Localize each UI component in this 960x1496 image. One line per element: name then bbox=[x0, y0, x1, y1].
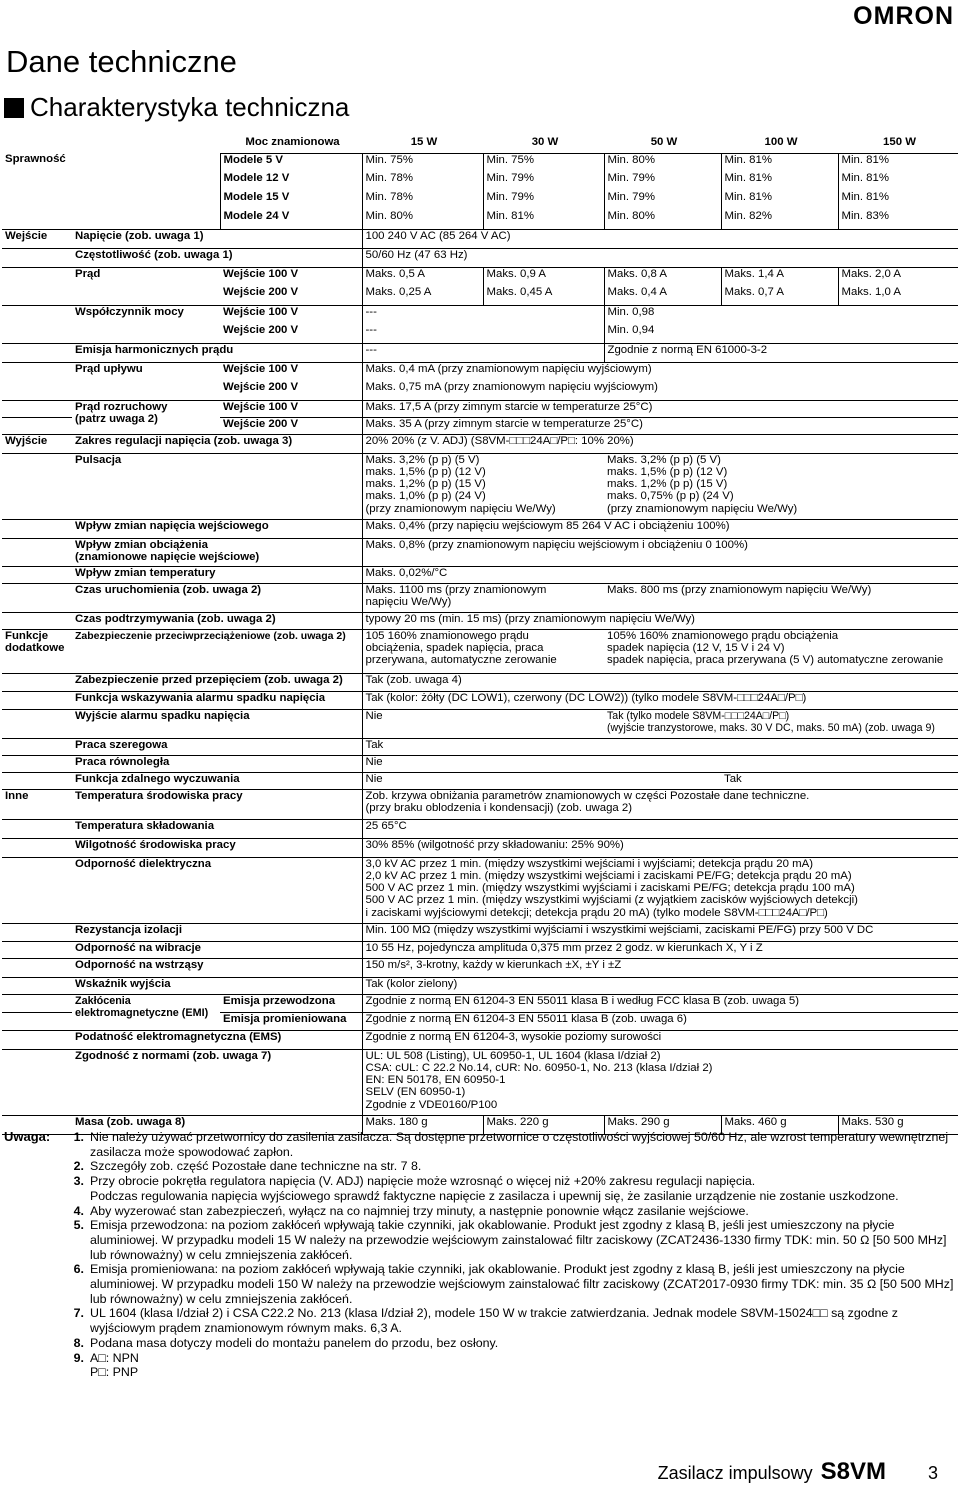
table-cell: Maks. 0,7 A bbox=[721, 286, 838, 305]
note-text: A□: NPN P□: PNP bbox=[90, 1350, 139, 1380]
row-label: Odporność na wibracje bbox=[72, 941, 362, 958]
row-label: Prąd bbox=[72, 267, 220, 286]
table-cell: Min. 82% bbox=[721, 210, 838, 229]
section-title: Charakterystyka techniczna bbox=[30, 92, 350, 122]
notes-section bbox=[4, 1130, 958, 1380]
row-label: Wpływ zmian napięcia wejściowego bbox=[72, 519, 362, 538]
row-label: Prąd upływu bbox=[72, 362, 220, 381]
footer-product: Zasilacz impulsowy bbox=[657, 1463, 813, 1483]
table-cell: Maks. 0,9 A bbox=[483, 267, 604, 286]
note-text: UL 1604 (klasa I/dział 2) i CSA C22.2 No. 213 (klasa I/dział 2), modele 150 W w trakcie zatwierdzania. Jednak modele S8VM-15024□□ są zgodne z wyjściowym prądem znamionowym równym maks. 6,3 A. bbox=[90, 1306, 898, 1336]
table-cell: Min. 81% bbox=[483, 210, 604, 229]
group-input: Wejście bbox=[2, 229, 72, 248]
row-label: Temperatura środowiska pracy bbox=[72, 789, 362, 819]
table-cell: Min. 0,94 bbox=[604, 324, 958, 343]
row-sublabel: Wejście 200 V bbox=[223, 286, 299, 298]
table-cell: 10 55 Hz, pojedyncza amplituda 0,375 mm przez 2 godz. w kierunkach X, Y i Z bbox=[362, 941, 958, 958]
header-150w: 150 W bbox=[838, 136, 958, 153]
note-number: 6. bbox=[73, 1262, 84, 1277]
note-item bbox=[4, 1159, 958, 1174]
row-sublabel: Wejście 100 V bbox=[220, 267, 362, 286]
row-label: Czas podtrzymywania (zob. uwaga 2) bbox=[72, 612, 362, 629]
note-text: Nie należy używać przetwornicy do zasilenia zasilacza. Są dostępne przetwornice o częstotliwości wyjściowej 50/60 Hz, ale wzrost temperatury wewnętrznej zasilacza może spowodować zapłon. bbox=[90, 1130, 949, 1159]
group-other: Inne bbox=[2, 789, 72, 819]
row-sublabel: Wejście 100 V bbox=[220, 305, 362, 324]
table-cell: --- bbox=[362, 305, 604, 324]
note-number: 8. bbox=[73, 1335, 84, 1350]
table-cell: 3,0 kV AC przez 1 min. (między wszystkimi wejściami i wyjściami; detekcja prądu 20 mA) 2,0 kV AC przez 1 min. (między wszystkimi wejściami i zaciskami PE/FG; detekcja prądu 20 mA) 500 V AC przez 1 min. (między wszystkimi wyjściami i zaciskami PE/FG; detekcja prądu 100 mA) 500 V AC przez 1 min. (między wszystkimi wyjściami (z wyjątkiem zacisków wyjściowych detekcji) i zaciskami wyjściowymi detekcji; detekcja prądu 20 mA) (tylko modele S8VM-□□□24A□/P□) bbox=[362, 857, 958, 923]
row-label: Zgodność z normami (zob. uwaga 7) bbox=[72, 1049, 362, 1115]
spec-table bbox=[2, 136, 958, 1135]
table-cell: Min. 80% bbox=[362, 210, 483, 229]
row-label: Modele 5 V bbox=[220, 153, 362, 172]
table-cell: Min. 83% bbox=[838, 210, 958, 229]
table-cell: Maks. 0,4 A bbox=[604, 286, 721, 305]
row-sublabel: Wejście 200 V bbox=[220, 417, 362, 434]
table-cell: Min. 75% bbox=[362, 153, 483, 172]
table-cell: Min. 81% bbox=[721, 172, 838, 191]
table-cell: Min. 81% bbox=[838, 172, 958, 191]
table-cell: Zgodnie z normą EN 61000-3-2 bbox=[604, 343, 958, 362]
row-label: Prąd rozruchowy (patrz uwaga 2) bbox=[72, 400, 220, 434]
table-cell: Tak bbox=[721, 772, 958, 789]
table-cell: Maks. 0,8 A bbox=[604, 267, 721, 286]
table-cell: 105 160% znamionowego prądu obciążenia, spadek napięcia, praca przerywana, automatyczne zerowanie bbox=[362, 629, 604, 673]
table-cell: Nie bbox=[362, 772, 721, 789]
table-cell: Min. 80% bbox=[604, 210, 721, 229]
page-footer bbox=[658, 1458, 938, 1486]
table-cell: Tak (tylko modele S8VM-□□□24A□/P□) (wyjście tranzystorowe, maks. 30 V DC, maks. 50 mA) (zob. uwaga 9) bbox=[604, 709, 958, 738]
note-text: Emisja promieniowana: na poziom zakłóceń wpływają takie czynniki, jak okablowanie. Produkt jest zgodny z klasą B, jeśli jest umieszczony na płycie aluminiowej. W przypadku modeli 150 W należy na przewodzie wejściowym zainstalować filtr zaciskowy (ZCAT2017-0930 firmy TDK: min. 35 Ω [50 500 MHz] lub równoważny) w celu zmniejszenia zakłóceń. bbox=[90, 1262, 954, 1306]
row-sublabel: Emisja przewodzona bbox=[220, 994, 362, 1012]
table-cell: Min. 81% bbox=[721, 153, 838, 172]
row-label: Wilgotność środowiska pracy bbox=[72, 838, 362, 857]
section-heading bbox=[4, 92, 349, 123]
row-sublabel: Wejście 100 V bbox=[220, 362, 362, 381]
table-cell: 25 65°C bbox=[362, 819, 958, 838]
row-sublabel: Emisja promieniowana bbox=[220, 1012, 362, 1030]
row-label: Wpływ zmian obciążenia (znamionowe napięcie wejściowe) bbox=[72, 538, 362, 566]
row-label: Modele 24 V bbox=[220, 210, 362, 229]
notes-label: Uwaga: bbox=[4, 1129, 51, 1144]
note-number: 7. bbox=[73, 1306, 84, 1321]
row-sublabel: Wejście 200 V bbox=[223, 381, 299, 393]
row-label: Masa (zob. uwaga 8) bbox=[72, 1115, 362, 1134]
table-cell: Min. 81% bbox=[838, 153, 958, 172]
footer-model: S8VM bbox=[820, 1458, 886, 1485]
table-cell: Maks. 35 A (przy zimnym starcie w temperaturze 25°C) bbox=[362, 417, 958, 434]
note-number: 1. bbox=[73, 1130, 84, 1144]
note-item bbox=[4, 1174, 958, 1203]
row-label: Odporność na wstrząsy bbox=[72, 958, 362, 977]
table-cell: Maks. 3,2% (p p) (5 V) maks. 1,5% (p p) (12 V) maks. 1,2% (p p) (15 V) maks. 1,0% (p p) (24 V) (przy znamionowym napięciu We/Wy) bbox=[362, 453, 604, 519]
table-cell: typowy 20 ms (min. 15 ms) (przy znamionowym napięciu We/Wy) bbox=[362, 612, 958, 629]
table-cell: Tak (kolor: żółty (DC LOW1), czerwony (DC LOW2)) (tylko modele S8VM-□□□24A□/P□) bbox=[362, 691, 958, 709]
note-number: 2. bbox=[73, 1159, 84, 1174]
table-cell: Tak bbox=[362, 738, 958, 755]
table-cell: --- bbox=[362, 324, 604, 343]
table-cell: Zgodnie z normą EN 61204-3 EN 55011 klasa B i według FCC klasa B (zob. uwaga 5) bbox=[362, 994, 958, 1012]
table-cell: 20% 20% (z V. ADJ) (S8VM-□□□24A□/P□: 10% 20%) bbox=[362, 434, 958, 453]
table-cell: Maks. 1,4 A bbox=[721, 267, 838, 286]
note-item bbox=[4, 1218, 958, 1262]
header-rated-power: Moc znamionowa bbox=[220, 136, 362, 153]
row-label: Zakłócenia elektromagnetyczne (EMI) bbox=[72, 994, 220, 1030]
header-30w: 30 W bbox=[483, 136, 604, 153]
row-label: Modele 12 V bbox=[220, 172, 362, 191]
group-efficiency: Sprawność bbox=[5, 153, 66, 165]
table-cell: Maks. 0,4% (przy napięciu wejściowym 85 264 V AC i obciążeniu 100%) bbox=[362, 519, 958, 538]
row-label: Zakres regulacji napięcia (zob. uwaga 3) bbox=[72, 434, 362, 453]
note-text: Aby wyzerować stan zabezpieczeń, wyłącz na co najmniej trzy minuty, a następnie ponownie włącz zasilanie wejściowe. bbox=[90, 1203, 749, 1218]
header-100w: 100 W bbox=[721, 136, 838, 153]
table-cell: Maks. 0,5 A bbox=[362, 267, 483, 286]
table-cell: Maks. 0,25 A bbox=[362, 286, 483, 305]
table-cell: 150 m/s², 3-krotny, każdy w kierunkach ±X, ±Y i ±Z bbox=[362, 958, 958, 977]
table-cell: Tak (zob. uwaga 4) bbox=[362, 673, 958, 691]
table-cell: Min. 78% bbox=[362, 191, 483, 210]
note-item bbox=[4, 1262, 958, 1306]
row-label: Funkcja zdalnego wyczuwania bbox=[72, 772, 362, 789]
row-label: Praca szeregowa bbox=[72, 738, 362, 755]
row-label: Funkcja wskazywania alarmu spadku napięcia bbox=[72, 691, 362, 709]
table-cell: 30% 85% (wilgotność przy składowaniu: 25% 90%) bbox=[362, 838, 958, 857]
table-cell: --- bbox=[362, 343, 604, 362]
row-label: Zabezpieczenie przeciwprzeciążeniowe (zob. uwaga 2) bbox=[72, 629, 362, 673]
row-label: Napięcie (zob. uwaga 1) bbox=[72, 229, 362, 248]
note-item bbox=[4, 1306, 958, 1335]
table-cell: Maks. 2,0 A bbox=[838, 267, 958, 286]
table-cell: Min. 79% bbox=[483, 172, 604, 191]
table-cell: Min. 79% bbox=[483, 191, 604, 210]
omron-logo: OMRON bbox=[853, 2, 954, 30]
row-label: Temperatura składowania bbox=[72, 819, 362, 838]
table-cell: Maks. 3,2% (p p) (5 V) maks. 1,5% (p p) (12 V) maks. 1,2% (p p) (15 V) maks. 0,75% (p p) (24 V) (przy znamionowym napięciu We/Wy) bbox=[604, 453, 958, 519]
table-cell: Zgodnie z normą EN 61204-3 EN 55011 klasa B (zob. uwaga 6) bbox=[362, 1012, 958, 1030]
note-number: 5. bbox=[73, 1218, 84, 1233]
table-cell: Maks. 0,45 A bbox=[483, 286, 604, 305]
note-text: Podana masa dotyczy modeli do montażu panelem do przodu, bez osłony. bbox=[90, 1335, 499, 1350]
table-cell: Maks. 0,75 mA (przy znamionowym napięciu wyjściowym) bbox=[362, 381, 958, 400]
table-cell: Min. 0,98 bbox=[604, 305, 958, 324]
table-cell: 50/60 Hz (47 63 Hz) bbox=[362, 248, 958, 267]
row-label: Wyjście alarmu spadku napięcia bbox=[72, 709, 362, 738]
row-label: Wpływ zmian temperatury bbox=[72, 566, 362, 583]
row-label: Praca równoległa bbox=[72, 755, 362, 772]
row-label: Czas uruchomienia (zob. uwaga 2) bbox=[72, 583, 362, 612]
table-cell: Tak (kolor zielony) bbox=[362, 977, 958, 994]
row-label: Współczynnik mocy bbox=[72, 305, 220, 324]
note-number: 3. bbox=[73, 1174, 84, 1189]
table-cell: Min. 81% bbox=[721, 191, 838, 210]
row-label: Zabezpieczenie przed przepięciem (zob. uwaga 2) bbox=[72, 673, 362, 691]
row-sublabel: Wejście 100 V bbox=[220, 400, 362, 417]
table-cell: Maks. 180 g bbox=[362, 1115, 483, 1134]
table-cell: Min. 81% bbox=[838, 191, 958, 210]
row-label: Emisja harmonicznych prądu bbox=[72, 343, 362, 362]
row-label: Częstotliwość (zob. uwaga 1) bbox=[72, 248, 362, 267]
note-item bbox=[4, 1351, 958, 1380]
table-cell: Maks. 220 g bbox=[483, 1115, 604, 1134]
header-50w: 50 W bbox=[604, 136, 721, 153]
table-cell: Nie bbox=[362, 755, 958, 772]
row-label: Modele 15 V bbox=[220, 191, 362, 210]
table-cell: Maks. 290 g bbox=[604, 1115, 721, 1134]
row-sublabel: Wejście 200 V bbox=[223, 324, 299, 336]
page-title: Dane techniczne bbox=[6, 44, 237, 79]
note-number: 9. bbox=[73, 1350, 84, 1365]
table-cell: Min. 79% bbox=[604, 172, 721, 191]
table-cell: Min. 78% bbox=[362, 172, 483, 191]
table-cell: Maks. 1,0 A bbox=[838, 286, 958, 305]
square-bullet-icon bbox=[4, 98, 24, 118]
row-label: Podatność elektromagnetyczna (EMS) bbox=[72, 1030, 362, 1049]
row-label: Pulsacja bbox=[72, 453, 362, 519]
group-output: Wyjście bbox=[2, 434, 72, 453]
row-label: Wskaźnik wyjścia bbox=[72, 977, 362, 994]
note-item bbox=[4, 1336, 958, 1351]
table-cell: Maks. 0,8% (przy znamionowym napięciu wejściowym i obciążeniu 0 100%) bbox=[362, 538, 958, 566]
row-label: Odporność dielektryczna bbox=[72, 857, 362, 923]
table-cell: Maks. 460 g bbox=[721, 1115, 838, 1134]
table-cell: 105% 160% znamionowego prądu obciążenia spadek napięcia (12 V, 15 V i 24 V) spadek napięcia, praca przerywana (5 V) automatyczne zerowanie bbox=[604, 629, 958, 673]
row-label: Rezystancja izolacji bbox=[72, 923, 362, 941]
note-item bbox=[4, 1130, 958, 1159]
table-cell: Zgodnie z normą EN 61204-3, wysokie poziomy surowości bbox=[362, 1030, 958, 1049]
table-cell: UL: UL 508 (Listing), UL 60950-1, UL 1604 (klasa I/dział 2) CSA: cUL: C 22.2 No.14, cUR: No. 60950-1, No. 213 (klasa I/dział 2) EN: EN 50178, EN 60950-1 SELV (EN 60950-1) Zgodnie z VDE0160/P100 bbox=[362, 1049, 958, 1115]
note-text: Szczegóły zob. część Pozostałe dane techniczne na str. 7 8. bbox=[90, 1159, 422, 1174]
page-number: 3 bbox=[927, 1463, 938, 1483]
note-text: Emisja przewodzona: na poziom zakłóceń wpływają takie czynniki, jak okablowanie. Produkt jest zgodny z klasą B, jeśli jest umieszczony na płycie aluminiowej. W przypadku modeli 15 W należy na przewodzie wejściowym zainstalować filtr zaciskowy (ZCAT2436-1330 firmy TDK: min. 50 Ω [50 500 MHz] lub równoważny) w celu zmniejszenia zakłóceń. bbox=[90, 1218, 947, 1262]
table-cell: Maks. 17,5 A (przy zimnym starcie w temperaturze 25°C) bbox=[362, 400, 958, 417]
table-cell: Nie bbox=[362, 709, 604, 738]
table-cell: Min. 79% bbox=[604, 191, 721, 210]
table-cell: 100 240 V AC (85 264 V AC) bbox=[362, 229, 958, 248]
table-cell: Maks. 1100 ms (przy znamionowym napięciu We/Wy) bbox=[362, 583, 604, 612]
table-cell: Min. 100 MΩ (między wszystkimi wyjściami i wszystkimi wejściami, zaciskami PE/FG) przy 500 V DC bbox=[362, 923, 958, 941]
table-cell: Zob. krzywa obniżania parametrów znamionowych w części Pozostałe dane techniczne. (przy braku oblodzenia i kondensacji) (zob. uwaga 2) bbox=[362, 789, 958, 819]
note-text: Przy obrocie pokrętła regulatora napięcia (V. ADJ) napięcie może wzrosnąć o więcej niż +20% zakresu regulacji napięcia. Podczas regulowania napięcia wyjściowego sprawdź faktyczne napięcie z zasilacza i upewnij się, że zasilanie urządzenie nie zostanie uszkodzone. bbox=[90, 1174, 899, 1203]
table-cell: Maks. 0,4 mA (przy znamionowym napięciu wyjściowym) bbox=[362, 362, 958, 381]
group-extra: Funkcje dodatkowe bbox=[2, 629, 72, 673]
note-number: 4. bbox=[73, 1203, 84, 1218]
note-item bbox=[4, 1204, 958, 1219]
table-cell: Maks. 0,02%/°C bbox=[362, 566, 958, 583]
header-15w: 15 W bbox=[362, 136, 483, 153]
table-cell: Maks. 530 g bbox=[838, 1115, 958, 1134]
table-cell: Min. 80% bbox=[604, 153, 721, 172]
table-cell: Min. 75% bbox=[483, 153, 604, 172]
table-cell: Maks. 800 ms (przy znamionowym napięciu We/Wy) bbox=[604, 583, 958, 612]
